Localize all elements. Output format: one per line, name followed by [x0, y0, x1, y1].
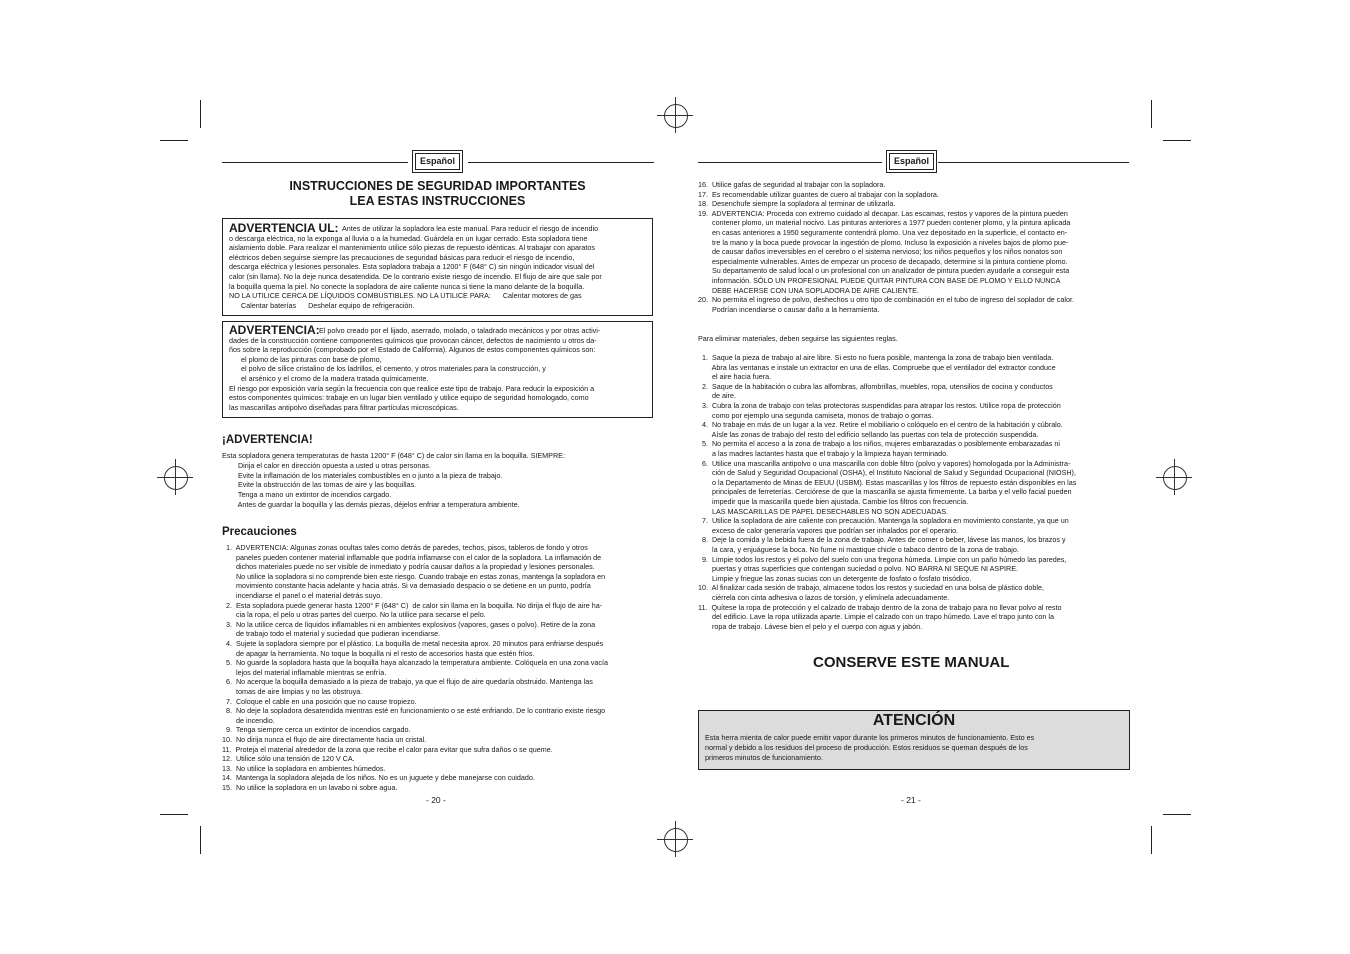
text-line: Su departamento de salud local o un profesional con un analizador de pintura pueden ayudarle a conseguir esta	[698, 266, 1070, 276]
text-line: 10. No dirija nunca el flujo de aire directamente hacia un cristal.	[222, 735, 427, 744]
text-line: puertas y otras superficies que contengan suciedad o polvo. NO BARRA NI SEQUE NI ASPIRE.	[698, 564, 1018, 574]
text-line: aislamiento doble. Para realizar el mantenimiento utilice sólo piezas de repuesto idénticas. Al trabajar con aparatos	[229, 243, 595, 253]
text-line: contener plomo, un material nocivo. Las pinturas anteriores a 1977 pueden contener plomo, y la pintura aplicada	[698, 218, 1071, 228]
text-line: impedir que la mascarilla quede bien ajustada. Cambie los filtros con frecuencia.	[698, 497, 969, 506]
text-line: 2. Esta sopladora puede generar hasta 1200° F (648° C) de calor sin llama en la boquilla. No dirija el flujo de aire ha-	[222, 600, 603, 610]
text-line: o la Departamento de Minas de EEUU (USBM). Estas mascarillas y los filtros de repuesto están disponibles en las	[698, 477, 1077, 487]
text-line: ños sobre la reproducción (comprobado por el Estado de California). Algunos de estos componentes químicos son:	[229, 345, 596, 355]
text-line: Antes de guardar la boquilla y las demás piezas, déjelos enfriar a temperatura ambiente.	[222, 500, 520, 509]
text-line: 1. Saque la pieza de trabajo al aire libre. Si esto no fuera posible, mantenga la zona de trabajo bien ventilada.	[698, 353, 1054, 362]
text-line: 5. No permita el acceso a la zona de trabajo a los niños, mujeres embarazadas o posiblemente embarazadas ni	[698, 439, 1060, 449]
page-title: INSTRUCCIONES DE SEGURIDAD IMPORTANTES	[289, 179, 586, 193]
text-line: 7. Utilice la sopladora de aire caliente con precaución. Mantenga la sopladora en movimiento constante, ya que un	[698, 516, 1069, 526]
text-line: descarga eléctrica y lesiones personales. Esta sopladora trabaja a 1200° F (648° C) sin ningún indicador visual del	[229, 262, 595, 272]
text-line: en casas anteriores a 1950 seguramente contendrá plomo. Una vez depositado en la superficie, el contacto en-	[698, 228, 1068, 237]
text-line: 8. Deje la comida y la bebida fuera de la zona de trabajo. Antes de comer o beber, lávese las manos, los brazos y	[698, 535, 1066, 545]
text-line: Aísle las zonas de trabajo del resto del edificio sellando las puertas con tela de protección suspendida.	[698, 429, 1039, 439]
text-line: 3. Cubra la zona de trabajo con telas protectoras suspendidas para atrapar los restos. Utilice ropa de protección	[698, 401, 1061, 410]
text-line: Esta sopladora genera temperaturas de hasta 1200° F (648° C) de calor sin llama en la boquilla. SIEMPRE:	[222, 451, 565, 460]
page-number: - 20 -	[426, 795, 446, 805]
text-line: las mascarillas antipolvo diseñadas para filtrar partículas microscópicas.	[229, 402, 459, 412]
text-line: tre la mano y la boca puede provocar la ingestión de plomo. Incluso la exposición a niveles bajos de plomo pue-	[698, 237, 1069, 247]
text-line: Calentar baterías Deshelar equipo de refrigeración.	[229, 300, 415, 310]
text-line: calor (sin llama). No la deje nunca desatendida. De lo contrario existe riesgo de incendio. El flujo de aire que sale por	[229, 272, 602, 281]
text-line: 7. Coloque el cable en una posición que no cause tropiezo.	[222, 696, 417, 706]
text-line: No utilice la sopladora si no comprende bien este riesgo. Cuando trabaje en estas zonas, mantenga la sopladora en	[222, 571, 606, 581]
text-line: de incendio.	[222, 715, 275, 725]
text-line: 11. Proteja el material alrededor de la zona que recibe el calor para evitar que sufra daños o se queme.	[222, 744, 553, 754]
language-tab	[412, 150, 463, 173]
text-line: 4. No trabaje en más de un lugar a la vez. Retire el mobiliario o colóquelo en el centro de la habitación y cúbralo.	[698, 420, 1063, 430]
warning-dust-label: ADVERTENCIA:	[229, 323, 320, 337]
text-line: de aire.	[698, 391, 736, 401]
text-line: Abra las ventanas e instale un extractor en una de ellas. Compruebe que el ventilador del extractor conduce	[698, 362, 1056, 372]
rules-intro: Para eliminar materiales, deben seguirse las siguientes reglas.	[698, 334, 898, 343]
text-line: 12. Utilice sólo una tensión de 120 V CA.	[222, 754, 355, 764]
text-line: 1. ADVERTENCIA: Algunas zonas ocultas tales como detrás de paredes, techos, pisos, tableros de fondo y otros	[222, 543, 588, 552]
text-line: de trabajo todo el material y suciedad que pudieran incendiarse.	[222, 629, 441, 639]
text-line: principales de ferreterías. Cerciórese de que la mascarilla se ajusta firmemente. La barba y el vello facial pueden	[698, 487, 1072, 497]
text-line: cia la ropa, el pelo u otras partes del cuerpo. No la utilice para secarse el pelo.	[222, 610, 486, 620]
text-line: a las madres lactantes hasta que el trabajo y la limpieza hayan terminado.	[698, 449, 949, 458]
text-line: DEBE HACERSE CON UNA SOPLADORA DE AIRE CALIENTE.	[698, 285, 919, 295]
text-line: Limpie y friegue las zonas sucias con un detergente de fosfato o fosfato trisódico.	[698, 573, 972, 583]
text-line: 17. Es recomendable utilizar guantes de cuero al trabajar con la sopladora.	[698, 189, 939, 199]
conserve-heading: CONSERVE ESTE MANUAL	[813, 654, 1010, 671]
text-line: paneles pueden contener material inflamable que podría inflamarse con el calor de la sopladora. La inflamación de	[222, 552, 602, 562]
text-line: tomas de aire limpias y no las obstruya.	[222, 687, 363, 696]
header-rule	[938, 162, 1129, 163]
text-line: 19. ADVERTENCIA: Proceda con extremo cuidado al decapar. Las escamas, restos y vapores de la pintura pueden	[698, 208, 1068, 218]
text-line: información. SÓLO UN PROFESIONAL PUEDE QUITAR PINTURA CON BASE DE PLOMO Y ELLO NUNCA	[698, 276, 1061, 285]
text-line: 4. Sujete la sopladora siempre por el plástico. La boquilla de metal necesita aprox. 20 minutos para enfriarse después	[222, 639, 604, 648]
text-line: Dirija el calor en dirección opuesta a usted u otras personas.	[222, 460, 431, 470]
text-line: ciérrela con cinta adhesiva o lazos de torsión, y elimínela adecuadamente.	[698, 593, 950, 602]
text-line: el aire hacia fuera.	[698, 372, 772, 382]
text-line: NO LA UTILICE CERCA DE LÍQUIDOS COMBUSTIBLES. NO LA UTILICE PARA: Calentar motores de gas	[229, 291, 582, 301]
text-line: 16. Utilice gafas de seguridad al trabajar con la sopladora.	[698, 180, 886, 189]
text-line: 13. No utilice la sopladora en ambientes húmedos.	[222, 763, 386, 773]
text-line: especialmente vulnerables. Antes de empezar un proceso de decapado, determine si la pintura contiene plomo.	[698, 256, 1068, 266]
header-rule	[222, 162, 408, 163]
page-subtitle: LEA ESTAS INSTRUCCIONES	[349, 194, 526, 208]
precautions-heading: Precauciones	[222, 526, 297, 538]
text-line: de causar daños irreversibles en el cerebro o el sistema nervioso; los niños pequeños y los niños nonatos son	[698, 247, 1063, 257]
text-line: 11. Quítese la ropa de protección y el calzado de trabajo dentro de la zona de trabajo para no llevar polvo al resto	[698, 602, 1062, 612]
text-line: Evite la obstrucción de las tomas de aire y las boquillas.	[222, 480, 417, 490]
text-line: exceso de calor generaría vapores que podrían ser inhalados por el operario.	[698, 525, 959, 535]
text-line: de apagar la herramienta. No toque la boquilla ni el resto de accesorios hasta que estén fríos.	[222, 648, 535, 658]
text-line: eléctricos deben seguirse siempre las precauciones de seguridad básicas para reducir el riesgo de incendio,	[229, 252, 575, 262]
warning-dust-box	[222, 321, 653, 418]
text-line: 5. No guarde la sopladora hasta que la boquilla haya alcanzado la temperatura ambiente. Colóquela en una zona vacía	[222, 658, 608, 668]
text-line: Esta herra mienta de calor puede emitir vapor durante los primeros minutos de funcionamiento. Esto es	[705, 733, 1035, 742]
text-line: como por ejemplo una segunda camiseta, monos de trabajo o gorras.	[698, 410, 934, 420]
text-line: dichos materiales puede no ser visible de inmediato y podría causar daños a la propiedad y lesiones personales.	[222, 562, 595, 572]
text-line: Podrían incendiarse o causar daño a la herramienta.	[698, 304, 880, 314]
warning-ul-box	[222, 218, 653, 316]
attention-heading: ATENCIÓN	[872, 712, 956, 729]
text-line: ción de Salud y Seguridad Ocupacional (OSHA), el Instituto Nacional de Salud y Seguridad Ocupacional (NIOSH),	[698, 468, 1076, 478]
text-line: 9. Tenga siempre cerca un extintor de incendios cargado.	[222, 725, 411, 735]
language-label: Español	[889, 153, 934, 170]
text-line: 3. No la utilice cerca de líquidos inflamables ni en ambientes explosivos (vapores, gases o polvo). Retire de la zona	[222, 619, 596, 629]
text-line: Tenga a mano un extintor de incendios cargado.	[222, 490, 392, 500]
alert-heading: ¡ADVERTENCIA!	[222, 434, 313, 446]
language-tab	[886, 150, 937, 173]
language-label: Español	[415, 153, 460, 170]
text-line: 10. Al finalizar cada sesión de trabajo, almacene todos los restos y suciedad en una bolsa de plástico doble,	[698, 583, 1045, 593]
text-line: ropa de trabajo. Lávese bien el pelo y el cuerpo con agua y jabón.	[698, 621, 923, 631]
text-line: movimiento constante hacia adelante y hacia atrás. Si va demasiado despacio o se detiene en un punto, podría	[222, 581, 591, 591]
text-line: El polvo creado por el lijado, aserrado, molado, o taladrado mecánicos y por otras activi-	[319, 326, 601, 335]
text-line: 15. No utilice la sopladora en un lavabo ni sobre agua.	[222, 783, 398, 792]
page-number: - 21 -	[901, 795, 921, 805]
text-line: estos componentes químicos: trabaje en un lugar bien ventilado y utilice equipo de seguridad homologado, como	[229, 393, 589, 403]
text-line: 6. No acerque la boquilla demasiado a la pieza de trabajo, ya que el flujo de aire quedaría obstruido. Mantenga las	[222, 677, 593, 687]
text-line: el polvo de sílice cristalino de los ladrillos, el cemento, y otros materiales para la construcción, y	[229, 364, 546, 374]
text-line: primeros minutos de funcionamiento.	[705, 752, 823, 762]
text-line: el plomo de las pinturas con base de plomo,	[229, 354, 382, 364]
text-line: 6. Utilice una mascarilla antipolvo o una mascarilla con doble filtro (polvo y vapores) homologada por la Administra-	[698, 458, 1071, 468]
attention-box	[698, 710, 1130, 770]
text-line: 2. Saque de la habitación o cubra las alfombras, alfombrillas, muebles, ropa, utensilios de cocina y conductos	[698, 381, 1053, 391]
text-line: normal y debido a los residuos del proceso de producción. Estos residuos se queman después de los	[705, 742, 1028, 752]
text-line: la cara, y enjuáguese la boca. No fume ni mastique chicle o tabaco dentro de la zona de trabajo.	[698, 545, 1019, 554]
text-line: o descarga eléctrica, no la exponga al lluvia o a la humedad. Guárdela en un lugar cerrado. Esta sopladora tiene	[229, 233, 588, 243]
text-line: la boquilla quema la piel. No conecte la sopladora de aire caliente nunca si tiene la mano delante de la boquilla.	[229, 281, 585, 291]
header-rule	[468, 162, 654, 163]
text-line: 18. Desenchufe siempre la sopladora al terminar de utilizarla.	[698, 199, 896, 209]
page-right	[675, 0, 1350, 954]
text-line: 20. No permita el ingreso de polvo, deshechos u otro tipo de combinación en el tubo de ingreso del soplador de calor.	[698, 295, 1074, 305]
text-line: El riesgo por exposición varía según la frecuencia con que realice este tipo de trabajo. Para reducir la exposición a	[229, 383, 595, 393]
text-line: Evite la inflamación de los materiales combustibles en o junto a la pieza de trabajo.	[222, 470, 503, 480]
text-line: 8. No deje la sopladora desatendida mientras esté en funcionamiento o se esté enfriando. De lo contrario existe riesgo	[222, 706, 606, 716]
text-line: dades de la construcción contiene componentes químicos que provocan cáncer, defectos de nacimiento u otros da-	[229, 335, 597, 345]
header-rule	[698, 162, 882, 163]
text-line: Antes de utilizar la sopladora lea este manual. Para reducir el riesgo de incendio	[342, 224, 599, 233]
text-line: el arsénico y el cromo de la madera tratada químicamente.	[229, 374, 429, 383]
text-line: incendiarse el panel o el material detrás suyo.	[222, 591, 383, 600]
warning-ul-label: ADVERTENCIA UL:	[229, 221, 339, 235]
text-line: lejos del material inflamable mientras se enfría.	[222, 667, 387, 677]
text-line: del edificio. Lave la ropa utilizada aparte. Limpie el calzado con un trapo húmedo. Lave el trapo junto con la	[698, 612, 1055, 622]
text-line: 9. Limpie todos los restos y el polvo del suelo con una fregona húmeda. Limpie con un paño húmedo las paredes,	[698, 554, 1067, 564]
text-line: LAS MASCARILLAS DE PAPEL DESECHABLES NO SON ADECUADAS.	[698, 506, 949, 516]
text-line: 14. Mantenga la sopladora alejada de los niños. No es un juguete y debe manejarse con cuidado.	[222, 773, 535, 783]
